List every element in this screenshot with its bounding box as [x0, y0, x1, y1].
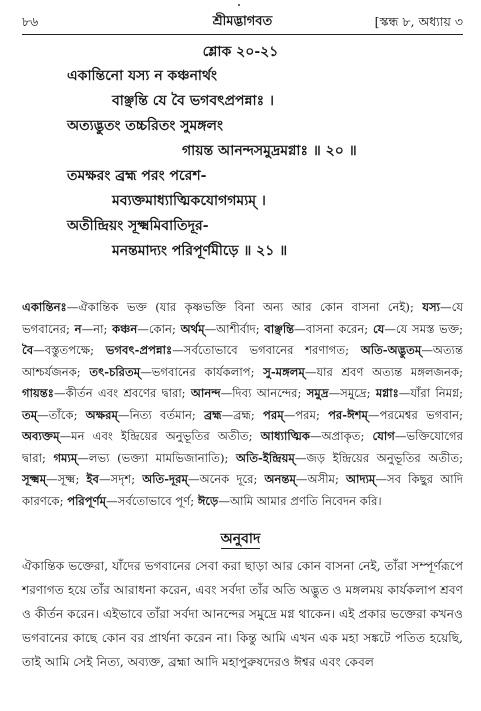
synonym-word: বৈ [22, 343, 34, 357]
verse-line: মনন্তমাদ্যং পরিপূর্ণমীড়ে ॥ ২১ ॥ [112, 243, 288, 259]
synonym-word: তৎ-চরিতম্ [89, 364, 141, 379]
verse-line: বাঞ্ছন্তি যে বৈ ভগবৎপ্রপন্নাঃ । [112, 93, 274, 109]
synonym-word: ন [74, 321, 82, 336]
synonym-meaning: —সব কিছুর আদি কারণকে; [22, 472, 464, 508]
synonym-word: যস্য [422, 300, 441, 314]
synonym-meaning: —যার শ্রবণ অত্যন্ত মঙ্গলজনক; [304, 364, 463, 379]
synonym-word: গম্যম্ [53, 450, 78, 465]
synonym-meaning: —কীর্তন এবং শ্রবণের দ্বারা; [53, 386, 191, 400]
synonym-meaning: —জড় ইন্দ্রিয়ের অনুভূতির অতীত; [294, 450, 463, 465]
book-title: শ্রীমদ্ভাগবত [212, 14, 273, 29]
verse-line: একান্তিনো যস্য ন কঞ্চনার্থং [67, 68, 218, 84]
synonym-meaning: —সর্বতোভাবে পূর্ণ; [106, 493, 198, 508]
verse-text [22, 64, 463, 264]
synonym-word: পর-ঈশম্ [328, 407, 368, 422]
synonym-meaning: —অত্যন্ত আশ্চর্যজনক; [22, 343, 463, 379]
synonym-meaning: —অসীম; [295, 472, 346, 486]
synonym-meaning: —পরমেশ্বর ভগবান; [368, 407, 463, 422]
synonym-word: সূক্ষ্মম্ [22, 472, 47, 486]
synonym-meaning: —অনেক দূরে; [187, 472, 265, 486]
synonym-word: একান্তিনঃ [22, 300, 67, 314]
synonym-meaning: —ভক্তিযোগের দ্বারা; [22, 429, 463, 465]
word-meanings [22, 297, 463, 512]
synonym-word: অতি-অদ্ভুতম্ [360, 343, 422, 357]
verse-line: গায়ন্ত আনন্দসমুদ্রমগ্নাঃ ॥ ২০ ॥ [182, 143, 357, 159]
synonym-meaning: —আমি আমার প্রণতি নিবেদন করি। [218, 493, 382, 508]
header-divider [22, 34, 463, 35]
top-dot [238, 4, 240, 6]
synonym-meaning: —বস্তুতপক্ষে; [33, 343, 106, 357]
synonym-word: তম্ [22, 407, 38, 422]
verse-line: তমক্ষরং ব্রহ্ম পরং পরেশ- [67, 168, 207, 184]
synonym-meaning: —সদৃশ; [98, 472, 143, 486]
chapter-reference: [স্কন্ধ ৮, অধ্যায় ৩ [374, 14, 463, 29]
synonym-meaning: —আশীর্বাদ; [204, 321, 265, 336]
synonym-word: সু-মঙ্গলম্ [263, 364, 305, 379]
translation-text: ঐকান্তিক ভক্তেরা, যাঁদের ভগবানের সেবা করা ছাড়া আর কোন বাসনা নেই, তাঁরা সম্পূর্ণরূপে শরণাগত হয়ে তাঁর আরাধনা করেন, এবং সর্বদা তাঁর অতি অদ্ভুত ও মঙ্গলময় কার্যকলাপ শ্রবণ ও কীর্তন করেন। এইভাবে তাঁরা সর্বদা আনন্দের সমুদ্রে মগ্ন থাকেন। এই প্রকার ভক্তেরা কখনও ভগবানের কাছে কোন বর প্রার্থনা করেন না। কিন্তু আমি এখন এক মহা সঙ্কটে পতিত হয়েছি, তাই আমি সেই নিত্য, অব্যক্ত, ব্রহ্মা আদি মহাপুরুষদেরও ঈশ্বর এবং কেবল [22, 559, 463, 669]
synonym-word: অর্থম্ [180, 321, 205, 336]
synonym-word: পরম্ [263, 407, 284, 422]
translation-heading-label: অনুবাদ [220, 531, 261, 547]
translation-heading [0, 527, 481, 551]
synonym-word: যে [372, 321, 385, 336]
synonym-word: কঞ্চন [112, 321, 138, 336]
synonym-word: আদ্যম্ [345, 472, 376, 486]
synonym-meaning: —ঐকান্তিক ভক্ত (যার কৃষ্ণভক্তি বিনা অন্য আর কোন বাসনা নেই); [66, 300, 423, 314]
synonym-meaning: —কোন; [137, 321, 181, 336]
synonym-word: অক্ষরম্ [85, 407, 118, 422]
synonym-meaning: —বাসনা করেন; [294, 321, 373, 336]
synonym-meaning: —যাঁরা নিমগ্ন; [398, 386, 463, 400]
synonym-meaning: —যে ভগবানের; [22, 300, 463, 336]
synonym-word: অনন্তম্ [264, 472, 296, 486]
synonym-word: যোগ [372, 429, 395, 443]
synonym-word: সমুদ্র [306, 386, 329, 400]
synonym-word: অতি-দূরম্ [142, 472, 188, 486]
synonym-meaning: —সূক্ষ্ম; [46, 472, 87, 486]
synonym-word: ব্রহ্ম [203, 407, 222, 422]
synonym-meaning: —পরম; [283, 407, 329, 422]
synonym-meaning: —ভগবানের কার্যকলাপ; [140, 364, 264, 379]
synonym-meaning: —না; [81, 321, 113, 336]
synonym-meaning: —তাঁকে; [37, 407, 86, 422]
verse-heading: শ্লোক ২০-২১ [202, 44, 279, 60]
synonym-word: বাঞ্ছন্তি [264, 321, 295, 336]
synonym-word: গায়ন্তঃ [22, 386, 54, 400]
synonym-word: পরিপূর্ণম্ [67, 493, 107, 508]
synonym-word: অব্যক্তম্ [22, 429, 60, 443]
synonym-meaning: —নিত্য বর্তমান; [117, 407, 204, 422]
synonym-meaning: —লভ্য (ভক্ত্যা মামভিজানাতি); [77, 450, 236, 465]
synonym-word: আধ্যাত্মিক [260, 429, 310, 443]
verse-line: অতীন্দ্রিয়ং সূক্ষ্মমিবাতিদূর- [67, 218, 209, 234]
synonym-meaning: —ব্রহ্ম; [221, 407, 263, 422]
synonym-meaning: —সর্বতোভাবে ভগবানের শরণাগত; [172, 343, 361, 357]
synonym-meaning: —সমুদ্রে; [328, 386, 376, 400]
page-number: ৮৬ [22, 14, 39, 29]
verse-line: অত্যদ্ভুতং তচ্চরিতং সুমঙ্গলং [67, 118, 224, 134]
synonym-word: ঈড়ে [197, 493, 219, 508]
synonym-meaning: —মন এবং ইন্দ্রিয়ের অনুভূতির অতীত; [59, 429, 261, 443]
verse-line: মব্যক্তমাধ্যাত্মিকযোগগম্যম্ । [112, 193, 266, 209]
synonym-word: ইব [86, 472, 99, 486]
synonym-meaning: —যে সমস্ত ভক্ত; [384, 321, 463, 336]
synonym-word: আনন্দ [190, 386, 221, 400]
synonym-word: মগ্নাঃ [375, 386, 399, 400]
synonym-meaning: —দিব্য আনন্দের; [220, 386, 307, 400]
synonym-word: ভগবৎ-প্রপন্নাঃ [105, 343, 173, 357]
page-header [22, 8, 463, 32]
synonym-meaning: —অপ্রাকৃত; [310, 429, 373, 443]
synonym-word: অতি-ইন্দ্রিয়ম্ [235, 450, 295, 465]
